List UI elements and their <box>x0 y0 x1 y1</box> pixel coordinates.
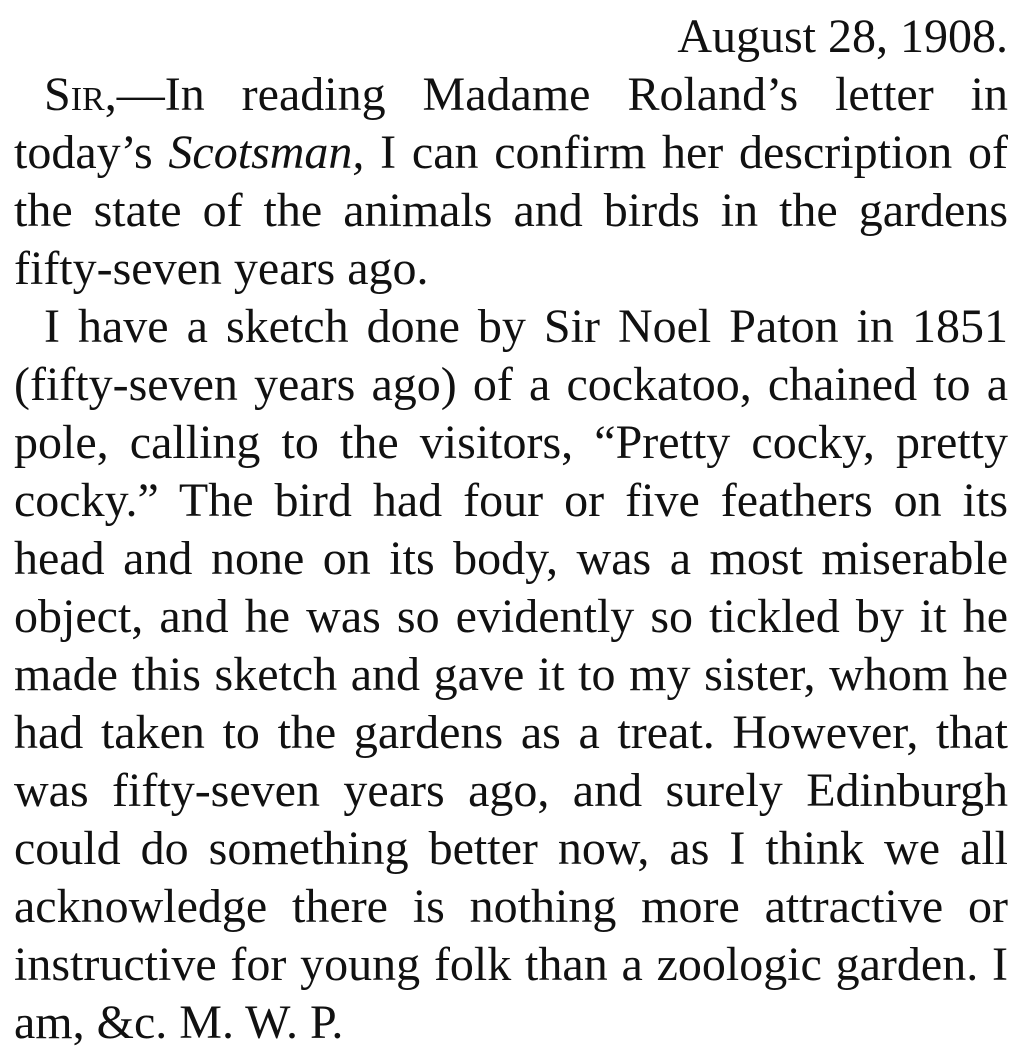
paragraph-1-opening: ,—In reading Madame Roland’s letter in today’s <box>14 68 1008 179</box>
letter-date: August 28, 1908. <box>677 10 1008 63</box>
newspaper-title: Scotsman, <box>168 126 365 179</box>
letter-paragraph-2: I have a sketch done by Sir Noel Paton in 1851 (fifty-seven years ago) of a cockatoo, chained to a pole, calling to the visitors, “Pretty cocky, pretty cocky.” The bird had four or five feathers on its head and none on its body, was a most miserable object, and he was so evidently so tickled by it he made this sketch and gave it to my sister, whom he had taken to the gardens as a treat. However, that was fifty-seven years ago, and surely Edinburgh could do something better now, as I think we all acknowledge there is nothing more attractive or instructive for young folk than a zoologic garden. I am, &c. M. W. P. <box>14 300 1008 1049</box>
paragraph-1-rest: I can confirm her description of the state of the animals and birds in the gardens fifty-seven years ago. <box>14 126 1009 295</box>
letter-paragraph-1 <box>14 66 1008 298</box>
salutation: Sir <box>44 68 105 121</box>
